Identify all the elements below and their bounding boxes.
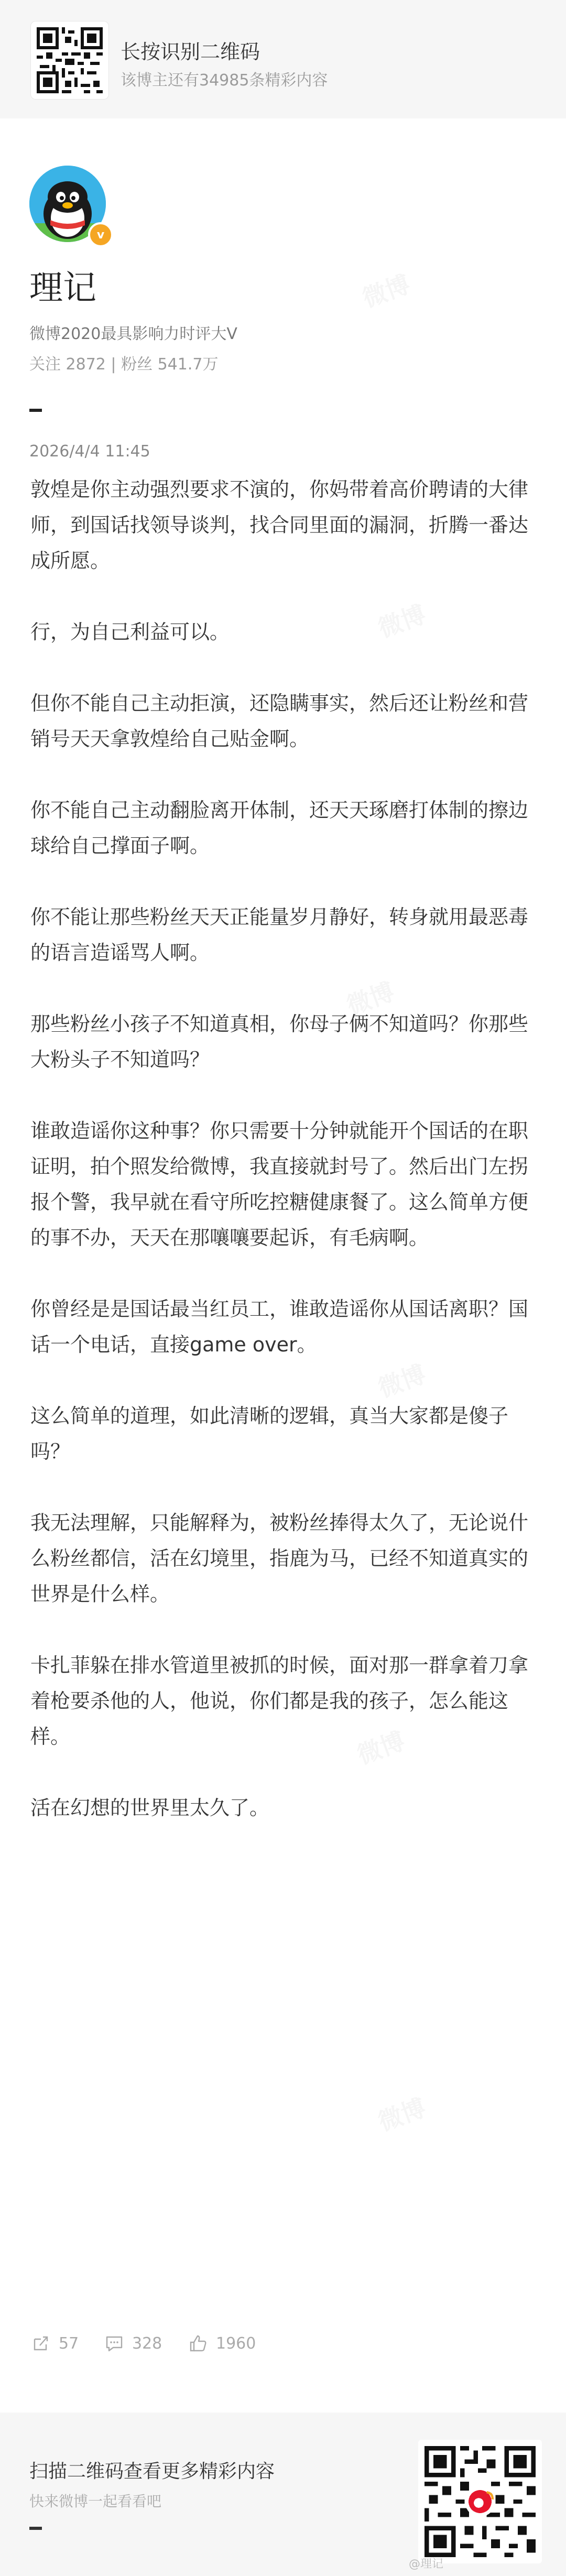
weibo-watermark: [357, 265, 414, 314]
post-paragraph: 这么简单的道理，如此清晰的逻辑，真当大家都是傻子吗？: [30, 1404, 509, 1463]
post-actions: [30, 2333, 450, 2359]
post-paragraph: 我无法理解，只能解释为，被粉丝捧得太久了，无论说什么粉丝都信，活在幻境里，指鹿为马，已经不知道真实的世界是什么样。: [30, 1511, 529, 1606]
comment-icon: [104, 2333, 125, 2354]
post-timestamp: 2026/4/4 11:45: [29, 442, 150, 461]
like-count: 1960: [216, 2334, 256, 2353]
watermark-text: @理记: [409, 2558, 444, 2571]
comment-count: 328: [132, 2334, 162, 2353]
post-paragraph: 你曾经是是国话最当红员工，谁敢造谣你从国话离职？国话一个电话，直接game over。: [30, 1297, 529, 1356]
comment-button[interactable]: [104, 2333, 162, 2354]
repost-button[interactable]: [30, 2333, 79, 2354]
repost-count: 57: [59, 2334, 79, 2353]
qr-code-small[interactable]: [30, 21, 109, 100]
thumbs-up-icon: [188, 2333, 209, 2354]
verified-badge-icon: v: [88, 222, 113, 247]
weibo-watermark: [373, 2089, 430, 2137]
bottom-banner-subtitle: 快来微博一起看看吧: [29, 2493, 162, 2510]
post-paragraph: 卡扎菲躲在排水管道里被抓的时候，面对那一群拿着刀拿着枪要杀他的人，他说，你们都是我的孩子，怎么能这样。: [30, 1654, 529, 1748]
qr-code-icon: [37, 27, 103, 93]
post-content: [30, 472, 536, 1861]
post-paragraph: 那些粉丝小孩子不知道真相，你母子俩不知道吗？你那些大粉头子不知道吗？: [30, 1012, 529, 1071]
post-paragraph: 但你不能自己主动拒演，还隐瞒事实，然后还让粉丝和营销号天天拿敦煌给自己贴金啊。: [30, 692, 529, 750]
like-button[interactable]: [188, 2333, 256, 2354]
qr-code-large[interactable]: [418, 2440, 542, 2563]
bottom-qr-banner[interactable]: [0, 2413, 566, 2576]
post-paragraph: 你不能让那些粉丝天天正能量岁月静好，转身就用最恶毒的语言造谣骂人啊。: [30, 905, 529, 964]
qr-code-icon: [424, 2446, 536, 2557]
profile-bio: 微博2020最具影响力时评大V: [29, 325, 237, 343]
share-icon: [30, 2333, 51, 2354]
bottom-banner-title: 扫描二维码查看更多精彩内容: [29, 2461, 275, 2482]
bottom-divider: [29, 2527, 42, 2530]
top-banner-title: 长按识别二维码: [121, 40, 260, 63]
section-divider: [29, 409, 42, 412]
post-paragraph: 敦煌是你主动强烈要求不演的，你妈带着高价聘请的大律师，到国话找领导谈判，找合同里面的漏洞，折腾一番达成所愿。: [30, 478, 529, 572]
post-paragraph: 活在幻想的世界里太久了。: [30, 1796, 270, 1819]
profile-name[interactable]: 理记: [29, 269, 96, 308]
post-paragraph: 你不能自己主动翻脸离开体制，还天天琢磨打体制的擦边球给自己撑面子啊。: [30, 799, 529, 857]
profile-stats: 关注 2872 | 粉丝 541.7万: [29, 355, 219, 374]
top-qr-banner[interactable]: [0, 0, 566, 118]
post-paragraph: 谁敢造谣你这种事？你只需要十分钟就能开个国话的在职证明，拍个照发给微博，我直接就封号了。然后出门左拐报个警，我早就在看守所吃控糖健康餐了。这么简单方便的事不办，天天在那嚷嚷要起诉，有毛病啊。: [30, 1119, 529, 1249]
top-banner-subtitle: 该博主还有34985条精彩内容: [121, 71, 328, 90]
post-paragraph: 行，为自己利益可以。: [30, 620, 230, 643]
